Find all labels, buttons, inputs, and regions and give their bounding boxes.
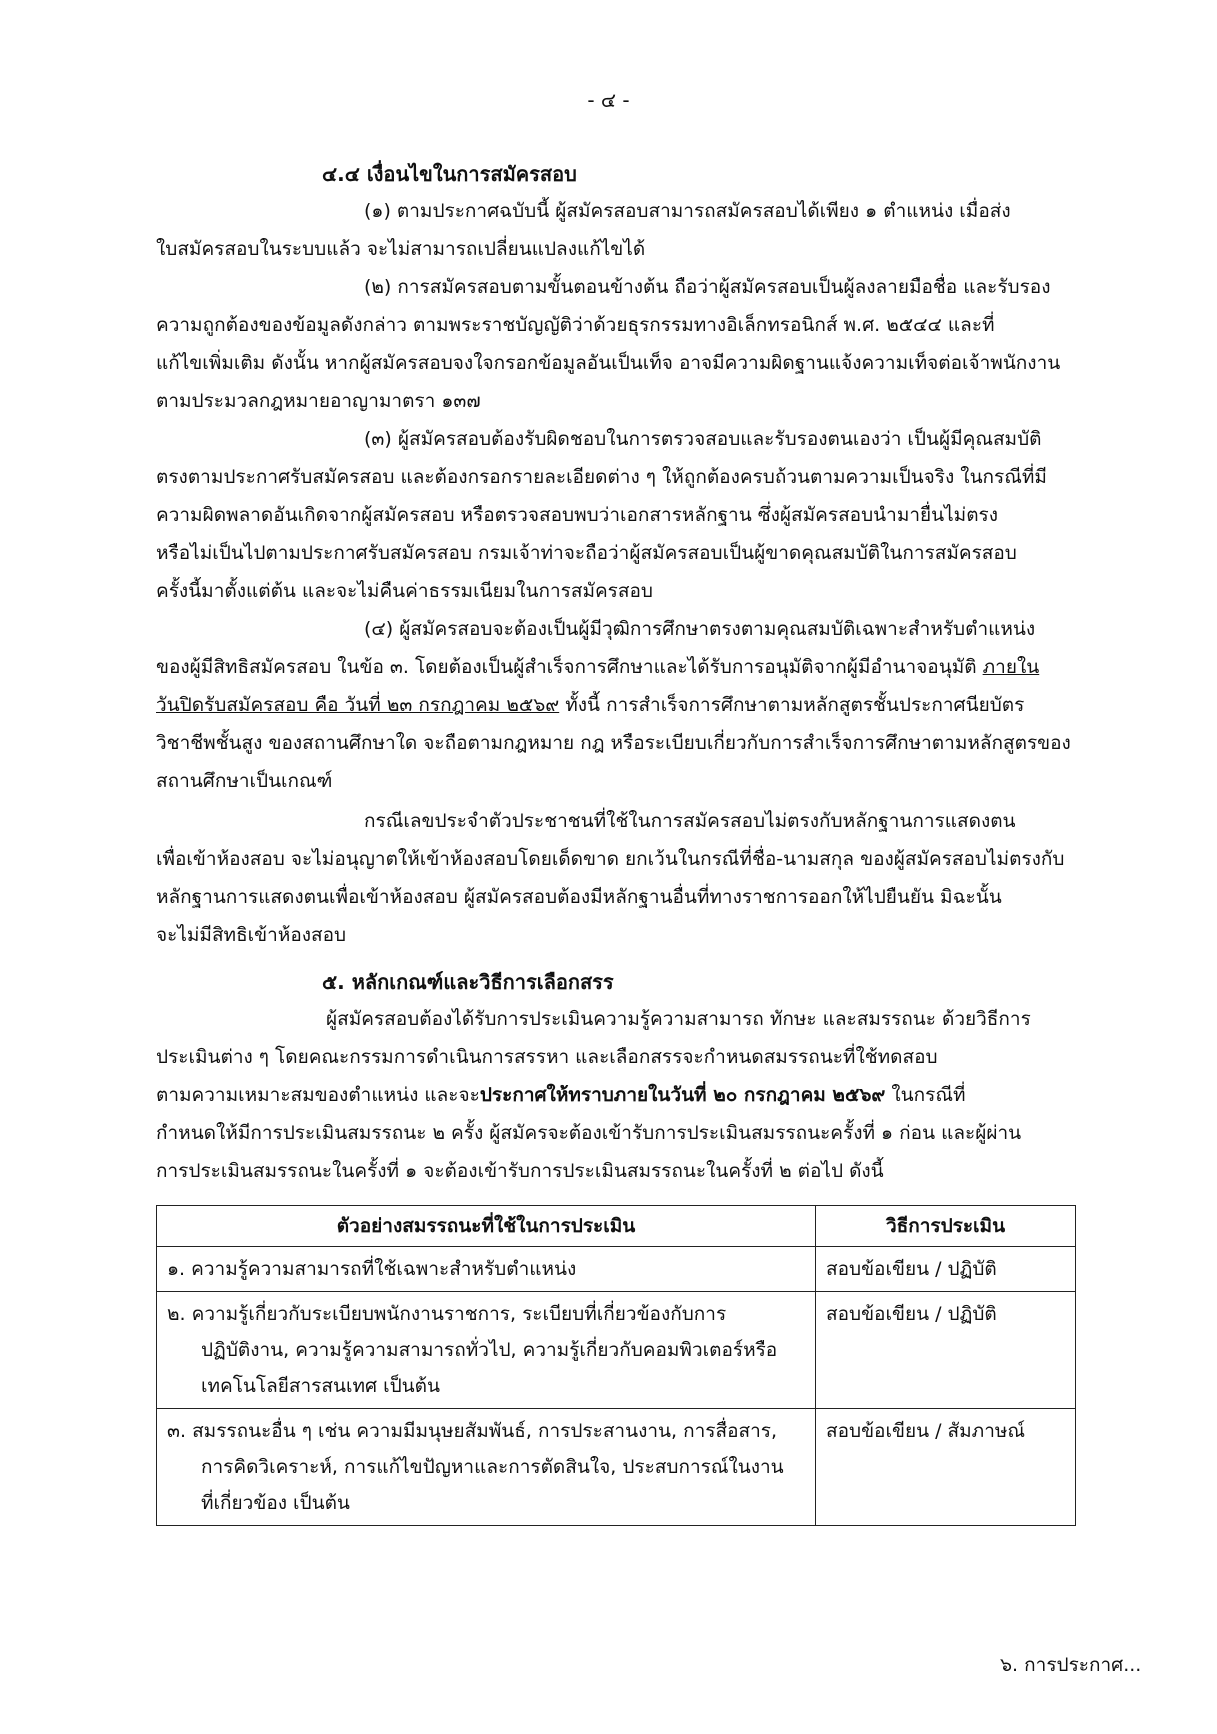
paragraph-line: แก้ไขเพิ่มเติม ดังนั้น หากผู้สมัครสอบจงใจกรอกข้อมูลอันเป็นเท็จ อาจมีความผิดฐานแจ้งความเท็จต่อเจ้าพนักงาน bbox=[156, 352, 1061, 374]
table-row bbox=[157, 1247, 1076, 1292]
paragraph-line: (๒) การสมัครสอบตามขั้นตอนข้างต้น ถือว่าผู้สมัครสอบเป็นผู้ลงลายมือชื่อ และรับรอง bbox=[364, 276, 1051, 298]
underlined-text: ภายใน bbox=[982, 656, 1040, 678]
competency-text-cont: ที่เกี่ยวข้อง เป็นต้น bbox=[201, 1492, 350, 1514]
paragraph-line: ตามประมวลกฎหมายอาญามาตรา ๑๓๗ bbox=[156, 390, 481, 412]
paragraph-line: (๑) ตามประกาศฉบับนี้ ผู้สมัครสอบสามารถสมัครสอบได้เพียง ๑ ตำแหน่ง เมื่อส่ง bbox=[364, 200, 1011, 222]
method-cell: สอบข้อเขียน / สัมภาษณ์ bbox=[816, 1409, 1076, 1526]
competency-text: ๓. สมรรถนะอื่น ๆ เช่น ความมีมนุษยสัมพันธ์, การประสานงาน, การสื่อสาร, bbox=[167, 1420, 777, 1442]
section-heading-4-4: ๔.๔ เงื่อนไขในการสมัครสอบ bbox=[322, 162, 577, 186]
competency-text: ๒. ความรู้เกี่ยวกับระเบียบพนักงานราชการ, ระเบียบที่เกี่ยวข้องกับการ bbox=[167, 1303, 727, 1325]
paragraph-line: หรือไม่เป็นไปตามประกาศรับสมัครสอบ กรมเจ้าท่าจะถือว่าผู้สมัครสอบเป็นผู้ขาดคุณสมบัติในการสมัครสอบ bbox=[156, 542, 1017, 564]
paragraph-line: ประเมินต่าง ๆ โดยคณะกรรมการดำเนินการสรรหา และเลือกสรรจะกำหนดสมรรถนะที่ใช้ทดสอบ bbox=[156, 1046, 938, 1068]
paragraph-line: การประเมินสมรรถนะในครั้งที่ ๑ จะต้องเข้ารับการประเมินสมรรถนะในครั้งที่ ๒ ต่อไป ดังนี้ bbox=[156, 1160, 884, 1182]
announcement-date: ประกาศให้ทราบภายในวันที่ ๒๐ กรกฎาคม ๒๕๖๙ bbox=[479, 1084, 886, 1106]
paragraph-text: ตามความเหมาะสมของตำแหน่ง และจะ bbox=[156, 1084, 480, 1106]
page-number: - ๔ - bbox=[587, 88, 630, 112]
paragraph-line: ใบสมัครสอบในระบบแล้ว จะไม่สามารถเปลี่ยนแปลงแก้ไขได้ bbox=[156, 238, 646, 260]
paragraph-line: กำหนดให้มีการประเมินสมรรถนะ ๒ ครั้ง ผู้สมัครจะต้องเข้ารับการประเมินสมรรถนะครั้งที่ ๑ ก่อน และผู้ผ่าน bbox=[156, 1122, 1022, 1144]
paragraph-text: ในกรณีที่ bbox=[885, 1084, 966, 1106]
paragraph-line: ผู้สมัครสอบต้องได้รับการประเมินความรู้ความสามารถ ทักษะ และสมรรถนะ ด้วยวิธีการ bbox=[326, 1008, 1031, 1030]
table-header-competency: ตัวอย่างสมรรถนะที่ใช้ในการประเมิน bbox=[157, 1206, 816, 1247]
table-row bbox=[157, 1292, 1076, 1409]
method-cell: สอบข้อเขียน / ปฏิบัติ bbox=[816, 1292, 1076, 1409]
paragraph-line: กรณีเลขประจำตัวประชาชนที่ใช้ในการสมัครสอบไม่ตรงกับหลักฐานการแสดงตน bbox=[364, 810, 1016, 832]
competency-cell bbox=[157, 1292, 816, 1409]
competency-text-cont: ปฏิบัติงาน, ความรู้ความสามารถทั่วไป, ความรู้เกี่ยวกับคอมพิวเตอร์หรือ bbox=[201, 1339, 778, 1361]
paragraph-line bbox=[156, 1080, 965, 1110]
paragraph-line: วิชาชีพชั้นสูง ของสถานศึกษาใด จะถือตามกฎหมาย กฎ หรือระเบียบเกี่ยวกับการสำเร็จการศึกษาตามหลักสูตรของ bbox=[156, 732, 1071, 754]
table-header-method: วิธีการประเมิน bbox=[816, 1206, 1076, 1247]
paragraph-line: สถานศึกษาเป็นเกณฑ์ bbox=[156, 770, 333, 792]
table-header-row bbox=[157, 1206, 1076, 1247]
paragraph-line: จะไม่มีสิทธิเข้าห้องสอบ bbox=[156, 924, 347, 946]
paragraph-line bbox=[156, 652, 1039, 682]
competency-text: ๑. ความรู้ความสามารถที่ใช้เฉพาะสำหรับตำแหน่ง bbox=[167, 1258, 577, 1280]
section-heading-5: ๕. หลักเกณฑ์และวิธีการเลือกสรร bbox=[322, 970, 614, 994]
paragraph-text: ทั้งนี้ การสำเร็จการศึกษาตามหลักสูตรชั้นประกาศนียบัตร bbox=[559, 694, 1025, 716]
competency-text-cont: เทคโนโลยีสารสนเทศ เป็นต้น bbox=[201, 1375, 440, 1397]
competency-text-cont: การคิดวิเคราะห์, การแก้ไขปัญหาและการตัดสินใจ, ประสบการณ์ในงาน bbox=[201, 1456, 784, 1478]
competency-cell bbox=[157, 1409, 816, 1526]
paragraph-line: ตรงตามประกาศรับสมัครสอบ และต้องกรอกรายละเอียดต่าง ๆ ให้ถูกต้องครบถ้วนตามความเป็นจริง ในกรณีที่มี bbox=[156, 466, 1047, 488]
paragraph-line: (๓) ผู้สมัครสอบต้องรับผิดชอบในการตรวจสอบและรับรองตนเองว่า เป็นผู้มีคุณสมบัติ bbox=[364, 428, 1042, 450]
next-page-footer: ๖. การประกาศ... bbox=[1000, 1654, 1142, 1676]
underlined-deadline: วันปิดรับสมัครสอบ คือ วันที่ ๒๓ กรกฎาคม ๒๕๖๙ bbox=[156, 694, 560, 716]
paragraph-line: ความผิดพลาดอันเกิดจากผู้สมัครสอบ หรือตรวจสอบพบว่าเอกสารหลักฐาน ซึ่งผู้สมัครสอบนำมายื่นไม่ตรง bbox=[156, 504, 999, 526]
competency-table bbox=[156, 1205, 1076, 1526]
paragraph-line: เพื่อเข้าห้องสอบ จะไม่อนุญาตให้เข้าห้องสอบโดยเด็ดขาด ยกเว้นในกรณีที่ชื่อ-นามสกุล ของผู้สมัครสอบไม่ตรงกับ bbox=[156, 848, 1065, 870]
paragraph-line bbox=[156, 690, 1024, 720]
paragraph-line: หลักฐานการแสดงตนเพื่อเข้าห้องสอบ ผู้สมัครสอบต้องมีหลักฐานอื่นที่ทางราชการออกให้ไปยืนยัน มิฉะนั้น bbox=[156, 886, 1002, 908]
method-cell: สอบข้อเขียน / ปฏิบัติ bbox=[816, 1247, 1076, 1292]
competency-cell bbox=[157, 1247, 816, 1292]
paragraph-line: ครั้งนี้มาตั้งแต่ต้น และจะไม่คืนค่าธรรมเนียมในการสมัครสอบ bbox=[156, 580, 653, 602]
table-row bbox=[157, 1409, 1076, 1526]
paragraph-line: ความถูกต้องของข้อมูลดังกล่าว ตามพระราชบัญญัติว่าด้วยธุรกรรมทางอิเล็กทรอนิกส์ พ.ศ. ๒๕๔๔ และที่ bbox=[156, 314, 995, 336]
paragraph-text: ของผู้มีสิทธิสมัครสอบ ในข้อ ๓. โดยต้องเป็นผู้สำเร็จการศึกษาและได้รับการอนุมัติจากผู้มีอำนาจอนุมัติ bbox=[156, 656, 977, 678]
paragraph-line: (๔) ผู้สมัครสอบจะต้องเป็นผู้มีวุฒิการศึกษาตรงตามคุณสมบัติเฉพาะสำหรับตำแหน่ง bbox=[364, 618, 1036, 640]
